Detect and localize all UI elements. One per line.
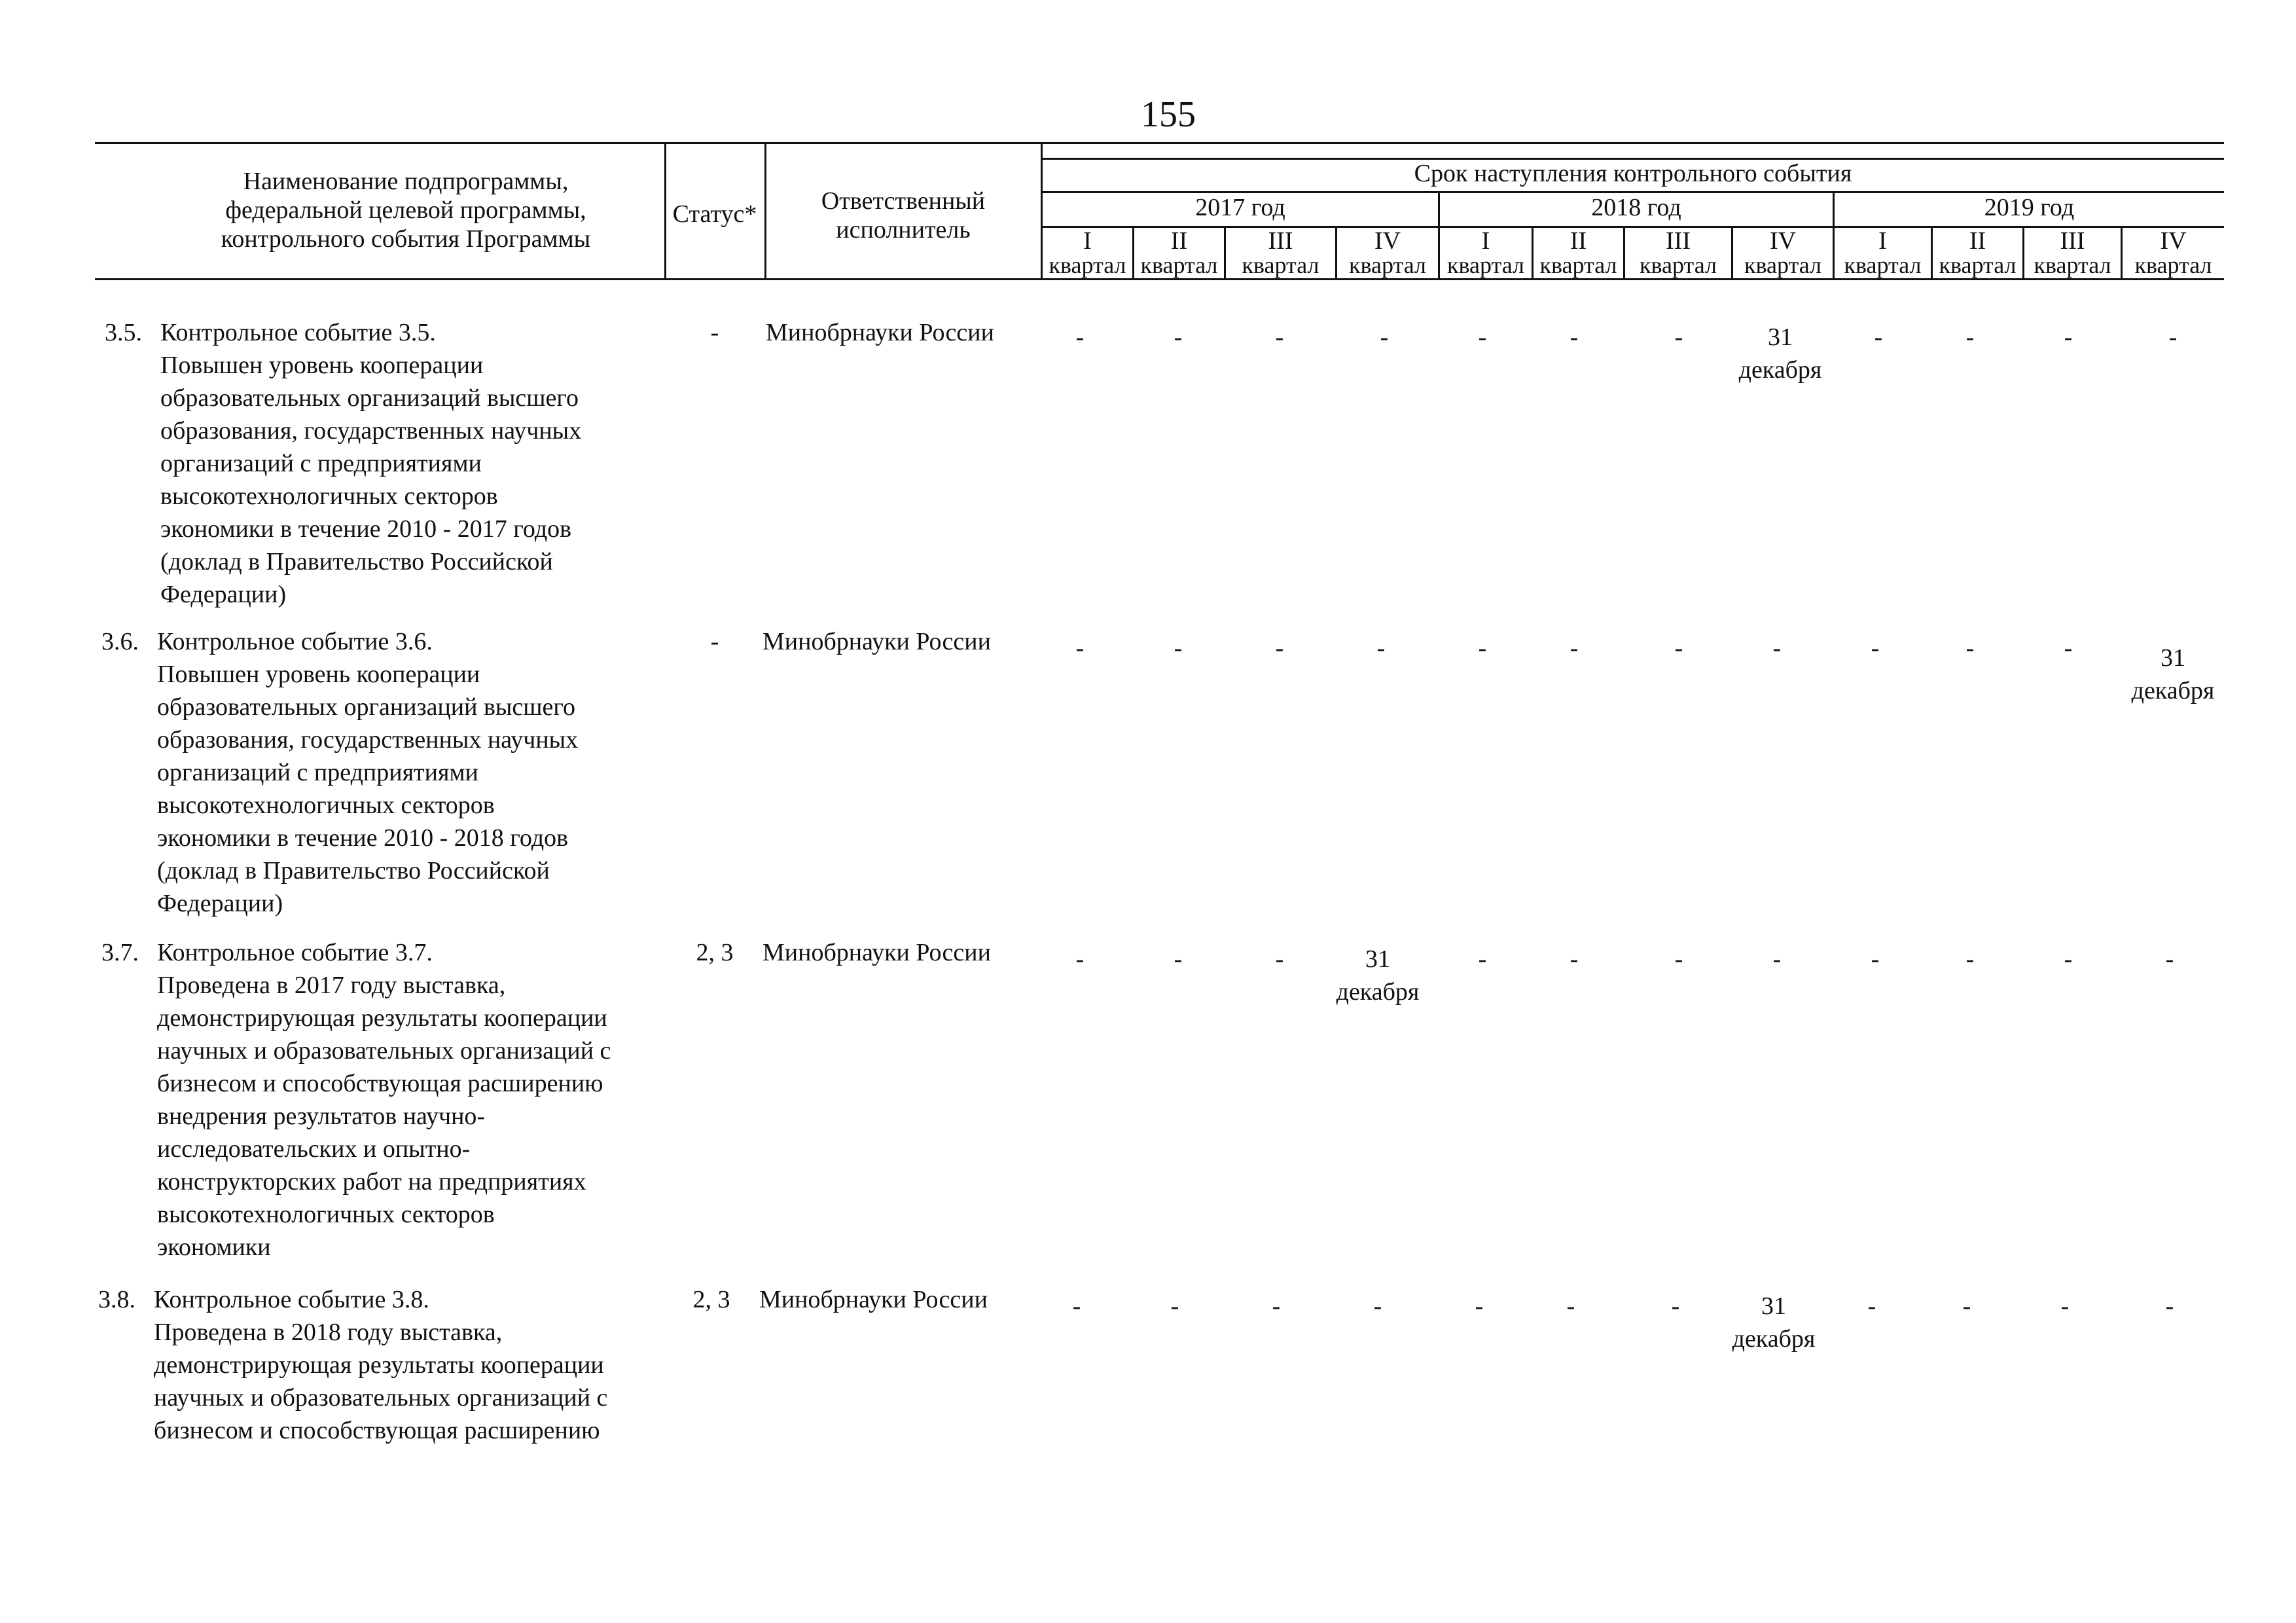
header-top-rule	[95, 142, 2224, 144]
schedule-cell: -	[1478, 945, 1487, 973]
year-2017-header: 2017 год	[1195, 194, 1285, 221]
status-column-header: Статус*	[672, 200, 757, 228]
schedule-cell: -	[1871, 634, 1880, 662]
header-bottom-rule	[95, 278, 2224, 280]
schedule-cell: -	[1478, 634, 1487, 662]
row-executor: Минобрнауки России	[766, 319, 994, 346]
executor-column-header: Ответственный исполнитель	[821, 187, 986, 244]
schedule-cell: -	[1170, 1292, 1179, 1320]
row-description: Контрольное событие 3.8. Проведена в 2018 году выставка, демонстрирующая результаты кооперации научных и образовательных организаций с бизнесом и способствующая расширению	[154, 1286, 608, 1444]
row-description: Контрольное событие 3.7. Проведена в 2017 году выставка, демонстрирующая результаты кооперации научных и образовательных организаций с бизнесом и способствующая расширению внедрения результатов научно- исследовательских и опытно- конструкторских работ на предприятиях высокотехнологичных секторов экономики	[157, 939, 611, 1261]
quarter-numeral: IV	[2160, 227, 2187, 255]
row-status: 2, 3	[696, 939, 734, 966]
schedule-cell: -	[2165, 1292, 2174, 1320]
quarter-label: квартал	[1939, 252, 2017, 278]
schedule-cell: -	[1275, 945, 1284, 973]
quarter-numeral: IV	[1374, 227, 1401, 255]
schedule-cell: -	[1072, 1292, 1081, 1320]
schedule-cell: -	[2165, 945, 2174, 973]
schedule-cell: -	[1475, 1292, 1484, 1320]
quarter-label: квартал	[1242, 252, 1319, 278]
schedule-cell: -	[1674, 634, 1683, 662]
row-description: Контрольное событие 3.6. Повышен уровень кооперации образовательных организаций высшего образования, государственных научных организаций с предприятиями высокотехнологичных секторов экономики в течение 2010 - 2018 годов (доклад в Правительство Российской Федерации)	[157, 628, 579, 917]
schedule-cell: -	[1671, 1292, 1680, 1320]
quarter-numeral: II	[1969, 227, 1986, 255]
row-number: 3.7.	[101, 939, 139, 966]
quarter-numeral: II	[1570, 227, 1587, 255]
quarter-label: квартал	[1539, 252, 1617, 278]
quarter-label: квартал	[1640, 252, 1717, 278]
schedule-cell: -	[1570, 323, 1579, 351]
quarter-label: квартал	[2134, 252, 2212, 278]
year-2018-header: 2018 год	[1591, 194, 1681, 221]
schedule-cell: 31 декабря	[1738, 323, 1822, 384]
schedule-cell: -	[2060, 1292, 2070, 1320]
schedule-cell: -	[1373, 1292, 1382, 1320]
row-executor: Минобрнауки России	[759, 1286, 988, 1313]
schedule-cell: -	[1965, 634, 1975, 662]
quarter-numeral: I	[1878, 227, 1887, 255]
schedule-cell: -	[1772, 945, 1782, 973]
quarter-numeral: I	[1083, 227, 1092, 255]
page-number: 155	[1141, 94, 1196, 135]
row-executor: Минобрнауки России	[762, 628, 991, 655]
row-executor: Минобрнауки России	[762, 939, 991, 966]
quarter-label: квартал	[2034, 252, 2111, 278]
schedule-cell: -	[1570, 634, 1579, 662]
schedule-cell: -	[1867, 1292, 1876, 1320]
schedule-cell: -	[1174, 945, 1183, 973]
deadline-header: Срок наступления контрольного события	[1414, 160, 1852, 187]
schedule-cell: -	[1871, 945, 1880, 973]
row-status: 2, 3	[692, 1286, 730, 1313]
schedule-cell: -	[1965, 945, 1975, 973]
schedule-cell: -	[2064, 323, 2073, 351]
schedule-cell: -	[1275, 634, 1284, 662]
schedule-cell: 31 декабря	[2131, 644, 2215, 704]
schedule-cell: -	[1380, 323, 1389, 351]
schedule-cell: -	[1174, 634, 1183, 662]
schedule-cell: -	[2168, 323, 2178, 351]
quarter-numeral: III	[2060, 227, 2085, 255]
schedule-cell: -	[1962, 1292, 1971, 1320]
schedule-cell: -	[1272, 1292, 1281, 1320]
quarter-label: квартал	[1447, 252, 1524, 278]
schedule-cell: -	[1674, 323, 1683, 351]
schedule-cell: 31 декабря	[1336, 945, 1420, 1006]
schedule-cell: -	[1376, 634, 1386, 662]
row-number: 3.6.	[101, 628, 139, 655]
schedule-cell: -	[1075, 323, 1085, 351]
quarter-label: квартал	[1349, 252, 1426, 278]
schedule-cell: -	[1874, 323, 1883, 351]
schedule-cell: -	[1075, 945, 1085, 973]
schedule-cell: -	[2064, 634, 2073, 662]
schedule-cell: -	[1965, 323, 1975, 351]
quarter-numeral: II	[1170, 227, 1188, 255]
row-number: 3.5.	[105, 319, 142, 346]
quarter-label: квартал	[1140, 252, 1218, 278]
schedule-cell: -	[1478, 323, 1487, 351]
schedule-cell: -	[1075, 634, 1085, 662]
year-2019-header: 2019 год	[1984, 194, 2075, 221]
schedule-cell: -	[1174, 323, 1183, 351]
row-status: -	[710, 319, 719, 346]
quarter-label: квартал	[1049, 252, 1126, 278]
row-description: Контрольное событие 3.5. Повышен уровень кооперации образовательных организаций высшего образования, государственных научных организаций с предприятиями высокотехнологичных секторов экономики в течение 2010 - 2017 годов (доклад в Правительство Российской Федерации)	[160, 319, 582, 608]
schedule-cell: -	[2064, 945, 2073, 973]
schedule-cell: -	[1570, 945, 1579, 973]
quarter-numeral: IV	[1769, 227, 1797, 255]
schedule-cell: -	[1674, 945, 1683, 973]
quarter-label: квартал	[1844, 252, 1922, 278]
schedule-cell: 31 декабря	[1732, 1292, 1816, 1353]
name-column-header: Наименование подпрограммы, федеральной целевой программы, контрольного события Программы	[221, 168, 591, 253]
quarter-numeral: I	[1481, 227, 1490, 255]
quarter-numeral: III	[1666, 227, 1691, 255]
quarter-numeral: III	[1268, 227, 1293, 255]
schedule-cell: -	[1275, 323, 1284, 351]
schedule-cell: -	[1566, 1292, 1575, 1320]
schedule-cell: -	[1772, 634, 1782, 662]
row-status: -	[710, 628, 719, 655]
row-number: 3.8.	[98, 1286, 135, 1313]
quarter-label: квартал	[1744, 252, 1821, 278]
